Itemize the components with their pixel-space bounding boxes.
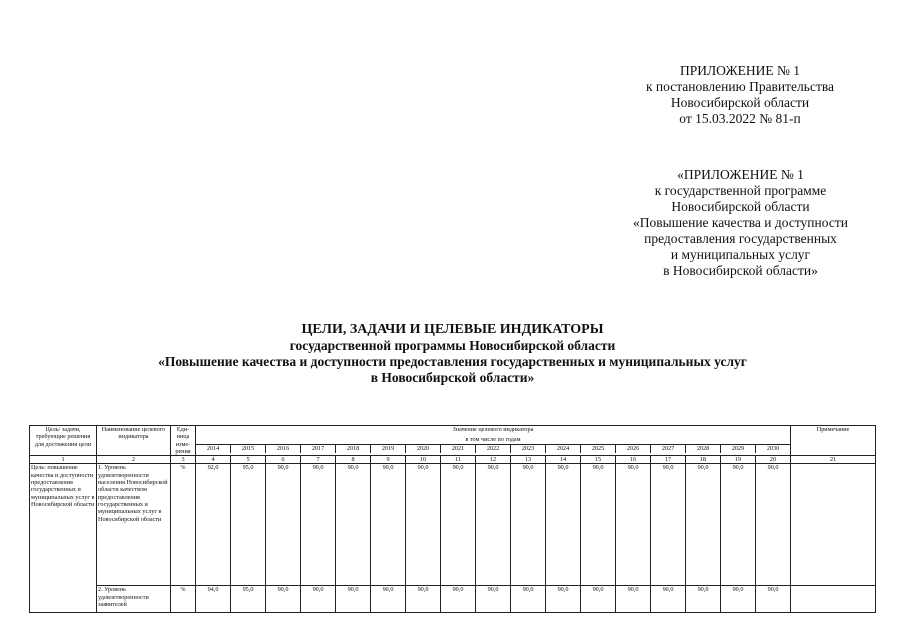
header-indicator: Наименование целевого индикатора bbox=[97, 426, 171, 456]
column-number: 5 bbox=[231, 456, 266, 464]
value-cell: 92,0 bbox=[196, 464, 231, 586]
value-cell: 90,0 bbox=[581, 586, 616, 613]
heading-program-name: «Повышение качества и доступности предоставления государственных и муниципальных услуг bbox=[158, 354, 747, 369]
goal-cell: Цель: повышение качества и доступности предоставления государственных и муниципальных услуг в Новосибирской области bbox=[30, 464, 97, 613]
appendix-2-line: «Повышение качества и доступности bbox=[633, 215, 848, 230]
value-cell: 90,0 bbox=[336, 464, 371, 586]
value-cell: 90,0 bbox=[686, 464, 721, 586]
column-number: 13 bbox=[511, 456, 546, 464]
header-goal: Цель/ задачи, требующие решения для достижения цели bbox=[30, 426, 97, 456]
appendix-2-line: «ПРИЛОЖЕНИЕ № 1 bbox=[677, 167, 804, 182]
value-cell: 90,0 bbox=[476, 464, 511, 586]
value-cell: 90,0 bbox=[301, 586, 336, 613]
column-number: 17 bbox=[651, 456, 686, 464]
value-cell: 90,0 bbox=[756, 464, 791, 586]
year-label: 2021 bbox=[441, 445, 476, 452]
value-cell: 90,0 bbox=[546, 586, 581, 613]
year-label: 2017 bbox=[301, 445, 336, 452]
header-values-title: Значение целевого индикатора bbox=[452, 426, 534, 433]
value-cell: 90,0 bbox=[616, 586, 651, 613]
value-cell: 95,0 bbox=[231, 464, 266, 586]
year-label: 2015 bbox=[231, 445, 266, 452]
table-row bbox=[30, 586, 876, 613]
appendix-1-block bbox=[600, 63, 880, 127]
document-heading bbox=[60, 321, 845, 386]
value-cell: 90,0 bbox=[651, 586, 686, 613]
year-label: 2016 bbox=[266, 445, 301, 452]
appendix-2-line: Новосибирской области bbox=[671, 199, 810, 214]
unit-cell: % bbox=[171, 464, 196, 586]
column-number: 21 bbox=[791, 456, 876, 464]
year-label: 2030 bbox=[766, 445, 780, 453]
year-label: 2022 bbox=[476, 445, 511, 452]
column-number: 4 bbox=[196, 456, 231, 464]
note-cell bbox=[791, 586, 876, 613]
value-cell: 90,0 bbox=[756, 586, 791, 613]
column-number: 20 bbox=[756, 456, 791, 464]
value-cell: 90,0 bbox=[651, 464, 686, 586]
unit-cell: % bbox=[171, 586, 196, 613]
indicator-cell: 1. Уровень удовлетворенности населения Новосибирской области качеством предоставления государственных и муниципальных услуг в Новосибирской области bbox=[97, 464, 171, 586]
value-cell: 90,0 bbox=[546, 464, 581, 586]
column-number-row bbox=[30, 456, 876, 464]
column-number: 15 bbox=[581, 456, 616, 464]
header-values-sub: в том числе по годам bbox=[465, 436, 521, 444]
column-number: 10 bbox=[406, 456, 441, 464]
value-cell: 90,0 bbox=[616, 464, 651, 586]
value-cell: 90,0 bbox=[371, 464, 406, 586]
value-cell: 90,0 bbox=[441, 464, 476, 586]
year-label: 2014 bbox=[196, 445, 231, 452]
year-label: 2020 bbox=[406, 445, 441, 452]
value-cell: 90,0 bbox=[476, 586, 511, 613]
header-values bbox=[196, 426, 791, 437]
value-cell: 95,0 bbox=[231, 586, 266, 613]
value-cell: 90,0 bbox=[721, 586, 756, 613]
indicators-table bbox=[29, 425, 876, 613]
year-label: 2026 bbox=[616, 445, 651, 452]
appendix-1-line: к постановлению Правительства bbox=[645, 79, 835, 94]
column-number: 11 bbox=[441, 456, 476, 464]
value-cell: 90,0 bbox=[686, 586, 721, 613]
indicator-cell: 2. Уровень удовлетворенности заявителей bbox=[97, 586, 171, 613]
value-cell: 94,0 bbox=[196, 586, 231, 613]
value-cell: 90,0 bbox=[336, 586, 371, 613]
appendix-1-line: ПРИЛОЖЕНИЕ № 1 bbox=[679, 63, 801, 78]
year-label: 2029 bbox=[721, 445, 756, 452]
table-row bbox=[30, 464, 876, 586]
heading-program-name-cont: в Новосибирской области» bbox=[370, 370, 535, 385]
value-cell: 90,0 bbox=[581, 464, 616, 586]
appendix-2-line: к государственной программе bbox=[654, 183, 827, 198]
header-note: Примечание bbox=[791, 426, 876, 456]
column-number: 12 bbox=[476, 456, 511, 464]
value-cell: 90,0 bbox=[406, 464, 441, 586]
value-cell: 90,0 bbox=[266, 586, 301, 613]
appendix-2-line: и муниципальных услуг bbox=[670, 247, 811, 262]
value-cell: 90,0 bbox=[371, 586, 406, 613]
appendix-1-line: от 15.03.2022 № 81-п bbox=[679, 111, 801, 126]
year-label: 2027 bbox=[651, 445, 686, 452]
year-label: 2024 bbox=[546, 445, 581, 452]
year-label: 2028 bbox=[686, 445, 721, 452]
value-cell: 90,0 bbox=[266, 464, 301, 586]
appendix-2-line: предоставления государственных bbox=[644, 231, 837, 246]
header-unit: Еди-ница изме-рения bbox=[171, 426, 196, 456]
column-number: 18 bbox=[686, 456, 721, 464]
heading-title: ЦЕЛИ, ЗАДАЧИ И ЦЕЛЕВЫЕ ИНДИКАТОРЫ bbox=[301, 322, 604, 337]
column-number: 2 bbox=[97, 456, 171, 464]
column-number: 1 bbox=[30, 456, 97, 464]
column-number: 8 bbox=[336, 456, 371, 464]
year-label: 2018 bbox=[336, 445, 371, 452]
heading-subtitle: государственной программы Новосибирской области bbox=[289, 338, 616, 353]
note-cell bbox=[791, 464, 876, 586]
column-number: 6 bbox=[266, 456, 301, 464]
value-cell: 90,0 bbox=[301, 464, 336, 586]
value-cell: 90,0 bbox=[511, 586, 546, 613]
year-label: 2023 bbox=[511, 445, 546, 452]
year-label: 2025 bbox=[581, 445, 616, 452]
column-number: 16 bbox=[616, 456, 651, 464]
value-cell: 90,0 bbox=[511, 464, 546, 586]
year-label: 2019 bbox=[371, 445, 406, 452]
value-cell: 90,0 bbox=[441, 586, 476, 613]
appendix-2-block bbox=[598, 167, 883, 279]
column-number: 9 bbox=[371, 456, 406, 464]
value-cell: 90,0 bbox=[406, 586, 441, 613]
appendix-2-line: в Новосибирской области» bbox=[663, 263, 818, 278]
table-header-row bbox=[30, 426, 876, 437]
column-number: 3 bbox=[171, 456, 196, 464]
column-number: 14 bbox=[546, 456, 581, 464]
value-cell: 90,0 bbox=[721, 464, 756, 586]
column-number: 19 bbox=[721, 456, 756, 464]
appendix-1-line: Новосибирской области bbox=[670, 95, 810, 110]
column-number: 7 bbox=[301, 456, 336, 464]
years-cell bbox=[196, 436, 791, 455]
